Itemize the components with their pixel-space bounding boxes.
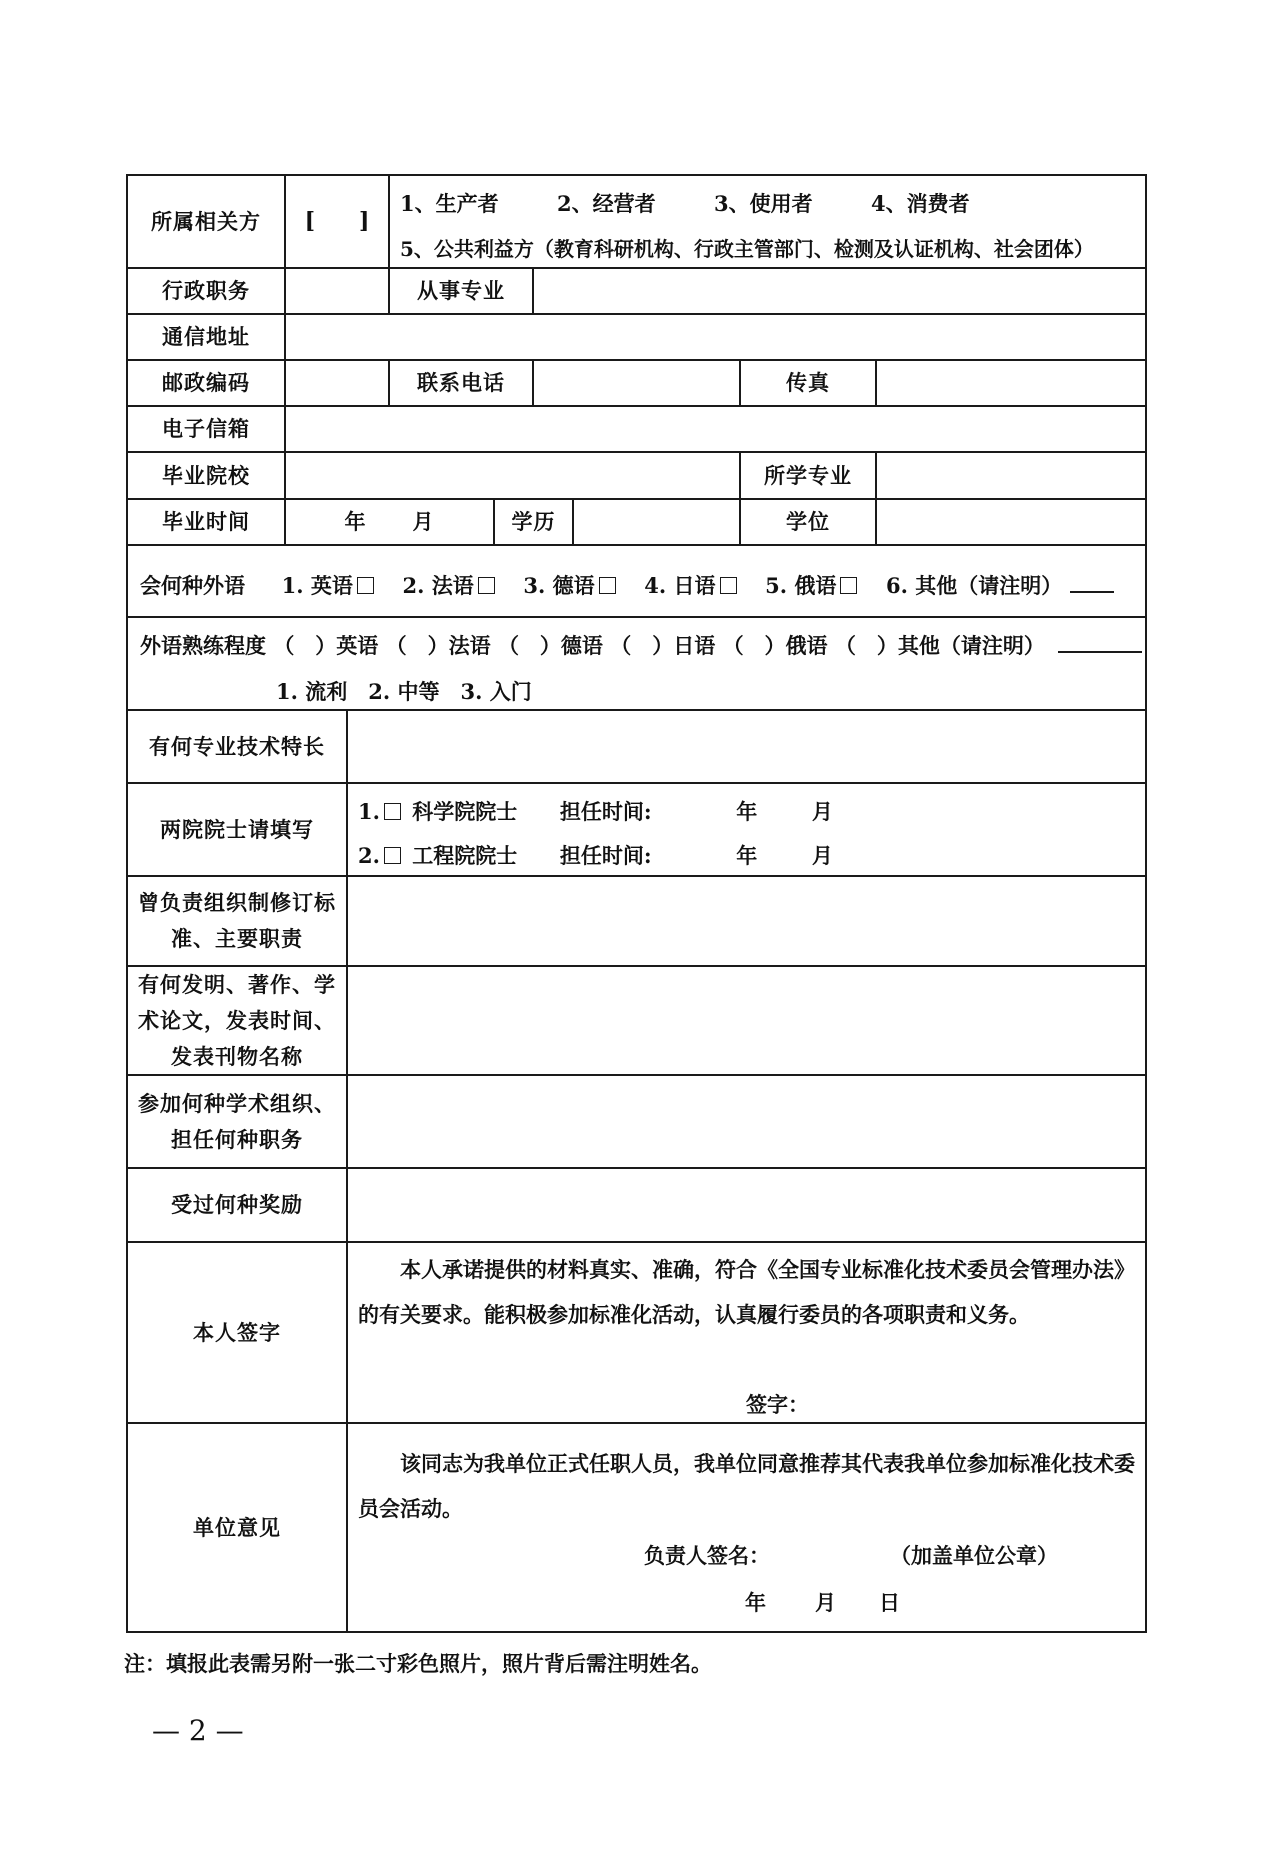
checkbox-icon[interactable]: [599, 577, 616, 594]
organizations-label-line2: 担任何种职务: [171, 1126, 303, 1152]
standards-label: [126, 875, 348, 967]
standards-label-line2: 准、主要职责: [171, 926, 303, 951]
academician-num: 2.: [358, 843, 380, 868]
proficiency-other[interactable]: （ ）其他（请注明）: [834, 633, 1045, 658]
expertise-field[interactable]: [346, 709, 1147, 784]
address-label: [126, 313, 286, 361]
stakeholder-choice-field[interactable]: [284, 174, 390, 269]
language-name: 德语: [552, 573, 595, 598]
address-label-text: 通信地址: [162, 324, 250, 350]
self-sign-label[interactable]: 签字：: [746, 1392, 809, 1417]
fax-field[interactable]: [875, 359, 1147, 407]
publications-field[interactable]: [346, 965, 1147, 1076]
organizations-field[interactable]: [346, 1074, 1147, 1169]
self-pledge-line1: 本人承诺提供的材料真实、准确，符合《全国专业标准化技术委员会管理办法》: [400, 1257, 1135, 1282]
specialty-field[interactable]: [532, 267, 1147, 315]
language-num: 3.: [523, 573, 546, 598]
fax-label-text: 传真: [786, 370, 830, 396]
education-label-text: 学历: [511, 509, 556, 535]
school-label-text: 毕业院校: [162, 462, 250, 488]
email-label: [126, 405, 286, 453]
language-option-french[interactable]: [403, 573, 499, 598]
expertise-label-text: 有何专业技术特长: [149, 733, 325, 759]
self-pledge-line2: 的有关要求。能积极参加标准化活动，认真履行委员的各项职责和义务。: [358, 1302, 1030, 1327]
proficiency-line: [140, 630, 1142, 660]
proficiency-french[interactable]: （ ）法语: [385, 633, 491, 658]
term-year-unit[interactable]: 年: [736, 843, 758, 868]
grad-time-field[interactable]: [284, 498, 495, 546]
publications-label-line2: 术论文，发表时间、: [138, 1007, 336, 1033]
grad-time-label: [126, 498, 286, 546]
language-name: 俄语: [794, 573, 837, 598]
proficiency-german[interactable]: （ ）德语: [497, 633, 603, 658]
stakeholder-option-4: 4、消费者: [871, 191, 970, 216]
checkbox-icon[interactable]: [840, 577, 857, 594]
grad-time-label-text: 毕业时间: [162, 509, 250, 535]
degree-label-text: 学位: [786, 509, 830, 535]
unit-opinion-line1: 该同志为我单位正式任职人员，我单位同意推荐其代表我单位参加标准化技术委: [400, 1451, 1135, 1476]
stakeholder-label-text: 所属相关方: [151, 208, 261, 234]
proficiency-russian[interactable]: （ ）俄语: [722, 633, 828, 658]
language-name: 英语: [310, 573, 353, 598]
language-other-blank[interactable]: [1070, 590, 1114, 593]
specialty-label: [388, 267, 534, 315]
stakeholder-option-1: 1、生产者: [400, 191, 499, 216]
checkbox-icon[interactable]: [720, 577, 737, 594]
proficiency-japanese[interactable]: （ ）日语: [610, 633, 716, 658]
academician-label: [126, 782, 348, 877]
email-label-text: 电子信箱: [162, 416, 250, 442]
language-num: 4.: [644, 573, 667, 598]
expertise-label: [126, 709, 348, 784]
admin-position-label: [126, 267, 286, 315]
major-label: [739, 451, 877, 500]
postcode-label: [126, 359, 286, 407]
checkbox-icon[interactable]: [478, 577, 495, 594]
academician-type: 工程院院士: [412, 843, 518, 868]
self-signature-label: [126, 1241, 348, 1424]
languages-line: [140, 570, 1114, 600]
postcode-label-text: 邮政编码: [162, 370, 250, 396]
footnote: 注：填报此表需另附一张二寸彩色照片，照片背后需注明姓名。: [124, 1651, 712, 1676]
proficiency-other-blank[interactable]: [1058, 650, 1142, 653]
phone-field[interactable]: [532, 359, 741, 407]
academician-row-engineering: [358, 840, 833, 870]
stakeholder-option-5: 5、公共利益方（教育科研机构、行政主管部门、检测及认证机构、社会团体）: [400, 237, 1094, 261]
major-field[interactable]: [875, 451, 1147, 500]
language-option-other: 6. 其他（请注明）: [886, 573, 1063, 598]
unit-opinion-line2: 员会活动。: [358, 1496, 463, 1521]
stakeholder-option-3: 3、使用者: [714, 191, 813, 216]
language-name: 日语: [673, 573, 716, 598]
academician-type: 科学院院士: [412, 799, 518, 824]
grad-month-unit: 月: [412, 509, 435, 535]
stakeholder-option-2: 2、经营者: [557, 191, 656, 216]
language-name: 法语: [431, 573, 474, 598]
language-num: 1.: [281, 573, 304, 598]
awards-field[interactable]: [346, 1167, 1147, 1243]
language-option-english[interactable]: [282, 573, 378, 598]
term-label: 担任时间:: [559, 843, 652, 868]
checkbox-icon[interactable]: [384, 803, 401, 820]
awards-label-text: 受过何种奖励: [171, 1192, 303, 1218]
standards-label-line1: 曾负责组织制修订标: [138, 890, 336, 915]
proficiency-levels: 1. 流利 2. 中等 3. 入门: [276, 679, 532, 704]
term-label: 担任时间:: [559, 799, 652, 824]
phone-label-text: 联系电话: [417, 370, 505, 396]
self-signature-label-text: 本人签字: [193, 1319, 281, 1345]
fax-label: [739, 359, 877, 407]
proficiency-english[interactable]: （ ）英语: [273, 633, 379, 658]
unit-date-year[interactable]: 年: [745, 1590, 766, 1615]
academician-num: 1.: [358, 799, 380, 824]
school-label: [126, 451, 286, 500]
seal-label: （加盖单位公章）: [890, 1543, 1058, 1568]
unit-date-month[interactable]: 月: [815, 1590, 836, 1615]
postcode-field[interactable]: [284, 359, 390, 407]
term-month-unit[interactable]: 月: [811, 843, 833, 868]
standards-field[interactable]: [346, 875, 1147, 967]
awards-label: [126, 1167, 348, 1243]
term-year-unit[interactable]: 年: [736, 799, 758, 824]
education-field[interactable]: [572, 498, 741, 546]
academician-row-science: [358, 796, 833, 826]
admin-position-field[interactable]: [284, 267, 390, 315]
admin-position-label-text: 行政职务: [162, 278, 250, 304]
unit-opinion-label: [126, 1422, 348, 1633]
phone-label: [388, 359, 534, 407]
unit-opinion-label-text: 单位意见: [193, 1514, 281, 1540]
grad-year-unit: 年: [344, 509, 367, 535]
language-num: 2.: [402, 573, 425, 598]
publications-label-line3: 发表刊物名称: [171, 1043, 303, 1069]
email-field[interactable]: [284, 405, 1147, 453]
language-option-japanese[interactable]: [644, 573, 740, 598]
stakeholder-bracket: [ ]: [304, 208, 370, 235]
education-label: [493, 498, 574, 546]
page-number: — 2 —: [152, 1714, 244, 1747]
checkbox-icon[interactable]: [384, 847, 401, 864]
unit-date-day[interactable]: 日: [879, 1590, 900, 1615]
school-field[interactable]: [284, 451, 741, 500]
address-field[interactable]: [284, 313, 1147, 361]
degree-label: [739, 498, 877, 546]
responsible-sign-label[interactable]: 负责人签名：: [644, 1543, 770, 1568]
publications-label: [126, 965, 348, 1076]
academician-label-text: 两院院士请填写: [160, 816, 314, 842]
language-option-german[interactable]: [523, 573, 619, 598]
specialty-label-text: 从事专业: [417, 278, 505, 304]
language-num: 5.: [765, 573, 788, 598]
organizations-label: [126, 1074, 348, 1169]
checkbox-icon[interactable]: [357, 577, 374, 594]
term-month-unit[interactable]: 月: [811, 799, 833, 824]
organizations-label-line1: 参加何种学术组织、: [138, 1090, 336, 1116]
degree-field[interactable]: [875, 498, 1147, 546]
major-label-text: 所学专业: [764, 462, 852, 488]
languages-label: 会何种外语: [140, 573, 245, 598]
publications-label-line1: 有何发明、著作、学: [138, 971, 336, 997]
proficiency-label: 外语熟练程度: [140, 633, 266, 658]
language-option-russian[interactable]: [765, 573, 861, 598]
stakeholder-label: [126, 174, 286, 269]
